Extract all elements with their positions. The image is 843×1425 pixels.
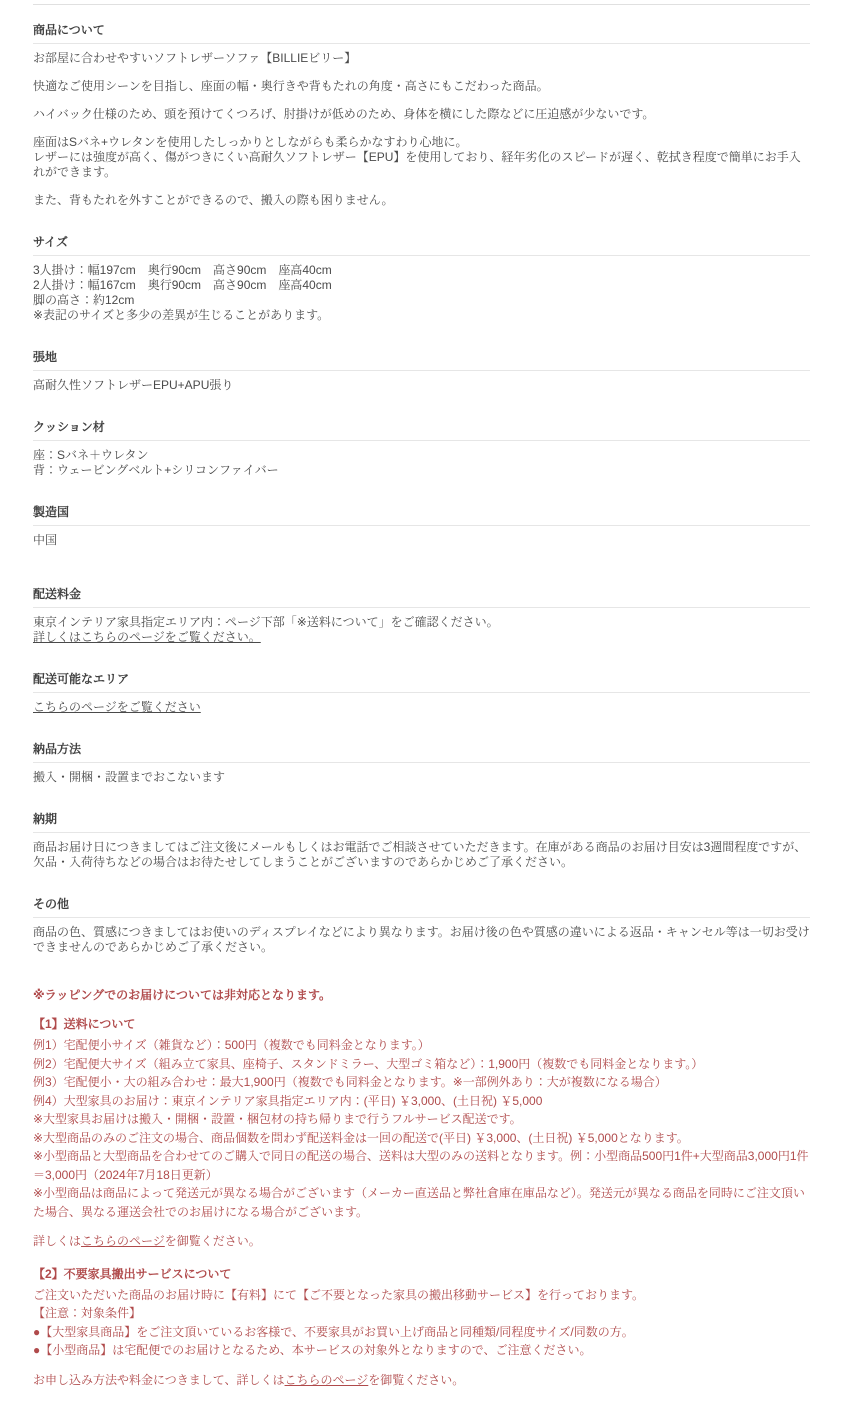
product-paragraph: ハイバック仕様のため、頭を預けてくつろげ、肘掛けが低めのため、身体を横にした際などに圧迫感が少ないです。 (33, 107, 655, 121)
section-lead-time (33, 810, 810, 870)
shipping-example-1: 例1）宅配便小サイズ（雑貨など）：500円（複数でも同料金となります。） (33, 1038, 430, 1052)
removal-more-link[interactable]: こちらのページ (284, 1372, 369, 1387)
section-product-description (33, 21, 810, 208)
section-size (33, 233, 810, 323)
section-other (33, 895, 810, 955)
removal-service-title: 【2】不要家具搬出サービスについて (33, 1266, 232, 1281)
product-paragraph: 快適なご使用シーンを目指し、座面の幅・奥行きや背もたれの角度・高さにもこだわった商品。 (33, 79, 549, 93)
removal-service-lines (33, 1286, 810, 1360)
cushion-seat: 座：Sバネ＋ウレタン (33, 448, 149, 462)
section-heading-delivery-method: 納品方法 (33, 740, 810, 763)
other-text: 商品の色、質感につきましてはお使いのディスプレイなどにより異なります。お届け後の色や質感の違いによる返品・キャンセル等は一切お受けできませんのであらかじめご了承ください。 (33, 925, 810, 954)
product-paragraph-line: 座面はSバネ+ウレタンを使用したしっかりとしながらも柔らかなすわり心地に。 (33, 135, 468, 149)
shipping-note-4: ※小型商品は商品によって発送元が異なる場合がございます（メーカー直送品と弊社倉庫在庫品など）。発送元が異なる商品を同時にご注文頂いた場合、異なる運送会社でのお届けになる場合がございます。 (33, 1186, 805, 1219)
shipping-more-line (33, 1232, 810, 1251)
size-leg-height: 脚の高さ：約12cm (33, 293, 135, 307)
section-country (33, 503, 810, 548)
section-heading-upholstery: 張地 (33, 348, 810, 371)
section-heading-other: その他 (33, 895, 810, 918)
product-intro: お部屋に合わせやすいソフトレザーソファ【BILLIEビリー】 (33, 51, 357, 65)
product-detail-page (0, 4, 843, 1425)
section-delivery-area (33, 670, 810, 715)
section-heading-lead-time: 納期 (33, 810, 810, 833)
shipping-example-3: 例3）宅配便小・大の組み合わせ：最大1,900円（複数でも同料金となります。※一部例外あり：大が複数になる場合） (33, 1075, 667, 1089)
product-paragraph-line: レザーには強度が高く、傷がつきにくい高耐久ソフトレザー【EPU】を使用しており、経年劣化のスピードが遅く、乾拭き程度で簡単にお手入れができます。 (33, 150, 801, 179)
removal-more-prefix: お申し込み方法や料金につきまして、詳しくは (33, 1372, 285, 1387)
top-divider (33, 4, 810, 5)
lead-time-text: 商品お届け日につきましてはご注文後にメールもしくはお電話でご相談させていただきます。在庫がある商品のお届け目安は3週間程度ですが、欠品・入荷待ちなどの場合はお待たせしてしまうことがございますのであらかじめご了承ください。 (33, 840, 807, 869)
removal-service-description: ご注文いただいた商品のお届け時に【有料】にて【ご不要となった家具の搬出移動サービス】を行っております。 (33, 1287, 645, 1302)
wrapping-unavailable-note: ※ラッピングでのお届けについては非対応となります。 (33, 988, 331, 1002)
delivery-area-link[interactable]: こちらのページをご覧ください (33, 700, 201, 714)
product-paragraph: また、背もたれを外すことができるので、搬入の際も困りません。 (33, 193, 394, 207)
shipping-example-2: 例2）宅配便大サイズ（組み立て家具、座椅子、スタンドミラー、大型ゴミ箱など）：1,900円（複数でも同料金となります。） (33, 1056, 704, 1071)
shipping-more-link[interactable]: こちらのページ (81, 1234, 165, 1248)
shipping-fee-detail-link[interactable]: 詳しくはこちらのページをご覧ください。 (33, 630, 261, 644)
section-heading-delivery-area: 配送可能なエリア (33, 670, 810, 693)
section-heading-product: 商品について (33, 21, 810, 44)
removal-condition-small: ●【小型商品】は宅配便でのお届けとなるため、本サービスの対象外となりますので、ご注意ください。 (33, 1343, 592, 1357)
removal-service-conditions-label: 【注意：対象条件】 (33, 1306, 142, 1320)
shipping-info-lines (33, 1036, 810, 1221)
section-cushion (33, 418, 810, 478)
shipping-note-2: ※大型商品のみのご注文の場合、商品個数を問わず配送料金は一回の配送で(平日) ￥3,000、(土日祝) ￥5,000となります。 (33, 1130, 689, 1145)
delivery-method-text: 搬入・開梱・設置までおこないます (33, 770, 226, 784)
section-heading-size: サイズ (33, 233, 810, 256)
shipping-fee-note: 東京インテリア家具指定エリア内：ページ下部「※送料について」をご確認ください。 (33, 615, 499, 629)
removal-more-suffix: を御覧ください。 (368, 1372, 465, 1387)
product-paragraph (33, 135, 810, 180)
shipping-more-suffix: を御覧ください。 (164, 1234, 261, 1248)
shipping-note-3: ※小型商品と大型商品を合わせてのご購入で同日の配送の場合、送料は大型のみの送料となります。例：小型商品500円1件+大型商品3,000円1件＝3,000円（2024年7月18日更新） (33, 1149, 809, 1182)
cushion-back: 背：ウェービングベルト+シリコンファイバー (33, 463, 279, 477)
shipping-example-4: 例4）大型家具のお届け：東京インテリア家具指定エリア内：(平日) ￥3,000、(土日祝) ￥5,000 (33, 1093, 543, 1108)
upholstery-material: 高耐久性ソフトレザーEPU+APU張り (33, 378, 234, 392)
shipping-info-title: 【1】送料について (33, 1017, 136, 1031)
size-note: ※表記のサイズと多少の差異が生じることがあります。 (33, 308, 330, 322)
section-delivery-method (33, 740, 810, 785)
red-notices (33, 988, 810, 1389)
removal-condition-large: ●【大型家具商品】をご注文頂いているお客様で、不要家具がお買い上げ商品と同種類/同程度サイズ/同数の方。 (33, 1324, 634, 1339)
section-shipping-fee (33, 585, 810, 645)
size-2seater: 2人掛け：幅167cm 奥行90cm 高さ90cm 座高40cm (33, 278, 332, 292)
removal-more-line (33, 1371, 810, 1390)
shipping-note-1: ※大型家具お届けは搬入・開梱・設置・梱包材の持ち帰りまで行うフルサービス配送です。 (33, 1112, 522, 1126)
shipping-more-prefix: 詳しくは (33, 1234, 82, 1248)
section-heading-country: 製造国 (33, 503, 810, 526)
section-heading-shipping-fee: 配送料金 (33, 585, 810, 608)
size-3seater: 3人掛け：幅197cm 奥行90cm 高さ90cm 座高40cm (33, 263, 332, 277)
section-heading-cushion: クッション材 (33, 418, 810, 441)
section-upholstery (33, 348, 810, 393)
country-of-origin: 中国 (33, 533, 58, 547)
